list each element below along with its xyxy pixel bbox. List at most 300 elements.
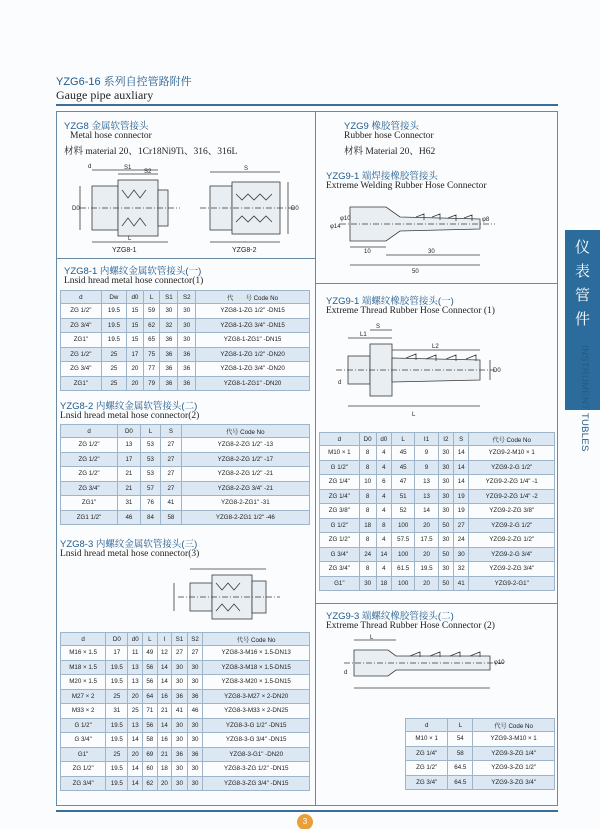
side-tab-english-text: INSTRUMENT TUBLES [579, 345, 590, 452]
yzg8-3-table [60, 632, 310, 791]
table-cell: 71 [143, 704, 158, 719]
side-tab-char-4: 件 [574, 311, 590, 328]
table-cell: YZG9-2-M10 × 1 [469, 446, 555, 461]
table-cell: 14 [454, 460, 469, 475]
table-row [61, 704, 310, 719]
table-cell: ZG1" [61, 333, 102, 348]
table-cell: 100 [391, 547, 414, 562]
table-cell: 19.5 [101, 304, 126, 319]
table-cell: M16 × 1.5 [61, 646, 106, 661]
table-cell: G1" [61, 747, 106, 762]
table-cell: 36 [172, 747, 188, 762]
table-cell: 21 [157, 747, 172, 762]
table-cell: YZG8-2-ZG 3/4" -21 [181, 481, 309, 496]
table-cell: 6 [376, 475, 391, 490]
table-cell: 53 [140, 438, 160, 453]
column-header: S2 [178, 291, 196, 304]
yzg8-title: YZG8 金属软管接头 [64, 121, 149, 132]
table-cell: 30 [438, 504, 453, 519]
yzg8-2-en: Lnsid hread metal hose connector(2) [60, 411, 200, 421]
table-cell: 50 [438, 547, 453, 562]
table-cell: G1" [320, 576, 360, 591]
table-row [61, 747, 310, 762]
table-cell: ZG 3/4" [61, 318, 102, 333]
table-cell: 46 [187, 704, 203, 719]
table-cell: ZG 1/4" [320, 489, 360, 504]
table-cell: 8 [359, 562, 376, 577]
table-cell: YZG9-2-G 1/2" [469, 518, 555, 533]
yzg9-3-dim-l: L [370, 635, 374, 641]
table-cell: 30 [359, 576, 376, 591]
table-row [61, 304, 310, 319]
table-row [406, 775, 555, 790]
table-cell: 41 [172, 704, 188, 719]
table-cell: 54 [448, 732, 473, 747]
table-cell: 27 [454, 518, 469, 533]
table-cell: G 1/2" [61, 718, 106, 733]
yzg9-1b-dim-s: S [376, 324, 381, 330]
yzg9-1-title: YZG9-1 端焊接橡胶管接头 [326, 171, 438, 182]
table-cell: G 1/2" [320, 518, 360, 533]
table-row [61, 347, 310, 362]
column-header: L [448, 719, 473, 732]
table-row [320, 475, 555, 490]
column-header: 代号 Code No [473, 719, 555, 732]
table-cell: M10 × 1 [320, 446, 360, 461]
column-divider [315, 111, 316, 806]
table-header-row [320, 433, 555, 446]
table-cell: YZG9-2-ZG 1/4" -1 [469, 475, 555, 490]
column-header: S [161, 425, 181, 438]
table-cell: 4 [376, 489, 391, 504]
table-row [61, 510, 310, 525]
side-tab-english [566, 345, 600, 455]
table-cell: M18 × 1.5 [61, 660, 106, 675]
table-cell: 8 [359, 504, 376, 519]
table-cell: 20 [128, 747, 143, 762]
yzg9-1-en: Extreme Welding Rubber Hose Connector [326, 181, 487, 191]
table-cell: YZG8-3-M18 × 1.5-DN15 [203, 660, 310, 675]
table-cell: 32 [160, 318, 178, 333]
table-cell: 19.5 [101, 333, 126, 348]
table-cell: 30 [178, 304, 196, 319]
table-cell: 65 [143, 333, 160, 348]
table-cell: 45 [391, 446, 414, 461]
table-cell: 14 [415, 504, 438, 519]
table-cell: 36 [178, 376, 196, 391]
page-title: YZG6-16 系列自控管路附件 [56, 76, 192, 88]
table-row [61, 675, 310, 690]
table-cell: 30 [172, 762, 188, 777]
table-cell: 25 [101, 376, 126, 391]
table-cell: YZG8-1-ZG 1/2" -DN15 [196, 304, 310, 319]
section-divider [315, 283, 558, 284]
table-cell: 20 [157, 776, 172, 791]
table-row [61, 718, 310, 733]
table-cell: 24 [359, 547, 376, 562]
table-cell: 30 [172, 675, 188, 690]
table-cell: 4 [376, 533, 391, 548]
column-header: D0 [106, 633, 128, 646]
table-cell: 27 [161, 438, 181, 453]
table-cell: 14 [454, 475, 469, 490]
table-cell: 100 [391, 576, 414, 591]
table-cell: ZG 1/2" [61, 438, 118, 453]
yzg8-dim-d: d [88, 164, 92, 170]
table-cell: 47 [391, 475, 414, 490]
table-cell: 17 [118, 452, 141, 467]
table-cell: 30 [172, 733, 188, 748]
table-cell: 13 [128, 660, 143, 675]
table-cell: 10 [359, 475, 376, 490]
table-row [320, 547, 555, 562]
table-cell: 19.5 [106, 718, 128, 733]
table-cell: 51 [391, 489, 414, 504]
yzg9-1b-dim-l2: L2 [432, 344, 439, 350]
yzg8-3-en: Lnsid hread metal hose connector(3) [60, 549, 200, 559]
table-cell: 27 [161, 452, 181, 467]
table-cell: 62 [143, 776, 158, 791]
table-cell: ZG1" [61, 376, 102, 391]
table-row [406, 746, 555, 761]
table-cell: ZG 3/4" [61, 362, 102, 377]
yzg9-1b-en: Extreme Thread Rubber Hose Connector (1) [326, 306, 495, 316]
table-row [61, 467, 310, 482]
table-cell: 57 [140, 481, 160, 496]
column-header: S [454, 433, 469, 446]
table-row [406, 732, 555, 747]
column-header: d [61, 425, 118, 438]
yzg8-2-dim-d0: D0 [291, 206, 299, 212]
table-cell: 8 [376, 518, 391, 533]
table-cell: ZG 1/2" [61, 762, 106, 777]
table-cell: 49 [143, 646, 158, 661]
table-row [320, 489, 555, 504]
table-cell: 30 [438, 475, 453, 490]
table-cell: 31 [118, 496, 141, 511]
table-cell: 14 [128, 733, 143, 748]
table-cell: 36 [172, 689, 188, 704]
yzg8-dim-l: L [128, 236, 132, 242]
table-cell: YZG8-3-ZG 1/2" -DN15 [203, 762, 310, 777]
table-cell: 14 [157, 660, 172, 675]
table-cell: 12 [157, 646, 172, 661]
yzg8-dim-d0: D0 [72, 206, 80, 212]
table-cell: 19 [454, 504, 469, 519]
table-cell: 30 [438, 460, 453, 475]
table-row [320, 460, 555, 475]
table-cell: 60 [143, 762, 158, 777]
table-cell: YZG8-3-M16 × 1.5-DN13 [203, 646, 310, 661]
table-cell: YZG8-2-ZG 1/2" -13 [181, 438, 309, 453]
table-cell: 20 [415, 518, 438, 533]
table-cell: YZG8-3-M33 × 2-DN25 [203, 704, 310, 719]
yzg9-title: YZG9 橡胶管接头 [344, 121, 419, 132]
table-cell: 9 [415, 446, 438, 461]
table-row [61, 733, 310, 748]
table-cell: YZG8-1-ZG1" -DN20 [196, 376, 310, 391]
column-header: 代 号 Code No [196, 291, 310, 304]
table-cell: 14 [128, 762, 143, 777]
yzg9-1b-drawing [330, 322, 510, 422]
table-cell: 14 [157, 718, 172, 733]
table-cell: 77 [143, 362, 160, 377]
table-cell: 57.5 [391, 533, 414, 548]
table-row [61, 438, 310, 453]
table-cell: 56 [143, 675, 158, 690]
table-row [61, 646, 310, 661]
table-cell: YZG8-2-ZG1" -31 [181, 496, 309, 511]
page-number: 3 [297, 814, 313, 829]
table-cell: 19 [454, 489, 469, 504]
table-cell: 27 [172, 646, 188, 661]
column-header: d [320, 433, 360, 446]
table-cell: YZG8-1-ZG 3/4" -DN15 [196, 318, 310, 333]
table-cell: YZG9-3-ZG 1/2" [473, 761, 555, 776]
yzg9-3-en: Extreme Thread Rubber Hose Connector (2) [326, 621, 495, 631]
table-cell: 24 [454, 533, 469, 548]
table-cell: YZG8-1-ZG 1/2" -DN20 [196, 347, 310, 362]
table-cell: 30 [187, 660, 203, 675]
table-cell: 36 [187, 689, 203, 704]
table-header-row [61, 633, 310, 646]
side-tab-char-1: 仪 [574, 239, 590, 256]
table-cell: 100 [391, 518, 414, 533]
table-row [61, 660, 310, 675]
yzg9-1-drawing [330, 195, 520, 275]
table-cell: 15 [127, 318, 144, 333]
table-cell: ZG 1/2" [61, 452, 118, 467]
table-cell: 20 [127, 362, 144, 377]
table-cell: YZG8-1-ZG1" -DN15 [196, 333, 310, 348]
table-cell: 21 [118, 467, 141, 482]
yzg8-1-table [60, 290, 310, 391]
column-header: L [143, 291, 160, 304]
column-header: S2 [187, 633, 203, 646]
table-row [320, 504, 555, 519]
table-cell: 32 [454, 562, 469, 577]
table-cell: 79 [143, 376, 160, 391]
table-cell: 4 [376, 460, 391, 475]
yzg9-1-dim-50: 50 [412, 269, 419, 275]
table-row [61, 452, 310, 467]
table-cell: 25 [101, 347, 126, 362]
table-row [61, 496, 310, 511]
table-row [61, 333, 310, 348]
table-cell: 13 [128, 718, 143, 733]
section-divider [56, 258, 315, 259]
table-cell: 62 [143, 318, 160, 333]
column-header: I1 [415, 433, 438, 446]
table-cell: 58 [448, 746, 473, 761]
table-cell: YZG9-2-G1" [469, 576, 555, 591]
table-cell: 41 [454, 576, 469, 591]
table-cell: 59 [143, 304, 160, 319]
yzg8-3-title: YZG8-3 内螺纹金属软管接头(三) [60, 539, 198, 550]
table-cell: 56 [143, 718, 158, 733]
table-row [61, 762, 310, 777]
table-cell: 19.5 [106, 762, 128, 777]
table-cell: G 1/2" [320, 460, 360, 475]
column-header: L [143, 633, 158, 646]
table-cell: ZG 3/4" [406, 775, 448, 790]
table-cell: 64.5 [448, 775, 473, 790]
table-cell: 14 [376, 547, 391, 562]
table-cell: 75 [143, 347, 160, 362]
table-cell: 64.5 [448, 761, 473, 776]
table-cell: YZG9-2-G 1/2" [469, 460, 555, 475]
table-cell: 30 [187, 718, 203, 733]
table-cell: 14 [454, 446, 469, 461]
table-cell: 9 [415, 460, 438, 475]
table-cell: 8 [359, 460, 376, 475]
table-row [320, 562, 555, 577]
yzg9-3-drawing [340, 634, 520, 696]
table-cell: YZG8-3-G 3/4" -DN15 [203, 733, 310, 748]
yzg9-3-dim-d: d [344, 670, 348, 676]
table-cell: 19.5 [106, 776, 128, 791]
table-header-row [61, 425, 310, 438]
table-cell: 4 [376, 562, 391, 577]
table-cell: 20 [415, 576, 438, 591]
yzg9-1b-dim-l1: L1 [360, 332, 367, 338]
table-cell: 19.5 [106, 733, 128, 748]
yzg9-1-dim-phi10: φ10 [340, 216, 351, 222]
table-cell: 14 [157, 675, 172, 690]
table-row [61, 776, 310, 791]
yzg9-1b-dim-l: L [412, 412, 416, 418]
table-cell: 30 [172, 660, 188, 675]
table-cell: YZG8-1-ZG 3/4" -DN20 [196, 362, 310, 377]
header-rule [56, 104, 558, 106]
table-cell: 13 [128, 675, 143, 690]
table-cell: YZG9-2-ZG 1/2" [469, 533, 555, 548]
table-cell: M20 × 1.5 [61, 675, 106, 690]
table-cell: 16 [157, 733, 172, 748]
table-cell: 21 [157, 704, 172, 719]
table-cell: 61.5 [391, 562, 414, 577]
yzg9-1b-dim-d0: D0 [493, 368, 501, 374]
table-cell: 36 [178, 362, 196, 377]
table-row [320, 446, 555, 461]
table-row [320, 576, 555, 591]
column-header: 代号 Code No [469, 433, 555, 446]
table-cell: 19.5 [106, 675, 128, 690]
table-cell: YZG8-3-G1" -DN20 [203, 747, 310, 762]
yzg8-2-title: YZG8-2 内螺纹金属软管接头(二) [60, 401, 198, 412]
yzg9-1b-title: YZG9-1 端螺纹橡胶管接头(一) [326, 296, 454, 307]
yzg8-2-table [60, 424, 310, 525]
yzg9-3-dim-phi10: φ10 [494, 660, 505, 666]
table-cell: 30 [187, 762, 203, 777]
table-cell: ZG 1/2" [320, 533, 360, 548]
table-cell: 36 [187, 747, 203, 762]
table-cell: 30 [438, 446, 453, 461]
table-cell: 36 [160, 362, 178, 377]
table-cell: ZG 3/4" [61, 776, 106, 791]
column-header: d0 [128, 633, 143, 646]
yzg9-3-table [405, 718, 555, 790]
table-cell: 20 [127, 376, 144, 391]
table-cell: 30 [187, 675, 203, 690]
table-cell: 84 [140, 510, 160, 525]
table-cell: M10 × 1 [406, 732, 448, 747]
table-row [320, 533, 555, 548]
yzg9-en: Rubber hose Connector [344, 131, 434, 141]
yzg9-1-dim-phi8: φ8 [482, 217, 490, 223]
table-cell: 13 [415, 489, 438, 504]
yzg8-3-drawing [170, 565, 310, 625]
table-cell: 17 [106, 646, 128, 661]
table-cell: 30 [438, 489, 453, 504]
table-cell: 30 [178, 318, 196, 333]
table-cell: 13 [415, 475, 438, 490]
table-cell: ZG1 1/2" [61, 510, 118, 525]
yzg8-1-caption: YZG8-1 [112, 247, 137, 254]
yzg8-material: 材料 material 20、1Cr18Ni9Ti、316、316L [64, 147, 238, 157]
table-cell: YZG9-3-ZG 3/4" [473, 775, 555, 790]
column-header: S1 [172, 633, 188, 646]
column-header: d0 [127, 291, 144, 304]
yzg8-drawings [60, 160, 310, 255]
yzg8-2-caption: YZG8-2 [232, 247, 257, 254]
column-header: d [61, 291, 102, 304]
column-header: 代号 Code No [181, 425, 309, 438]
column-header: L [391, 433, 414, 446]
table-cell: 53 [140, 452, 160, 467]
table-cell: 36 [160, 376, 178, 391]
yzg9-1-dim-30: 30 [428, 249, 435, 255]
table-cell: YZG8-2-ZG 1/2" -21 [181, 467, 309, 482]
table-cell: ZG 3/4" [320, 562, 360, 577]
table-cell: 76 [140, 496, 160, 511]
table-cell: M27 × 2 [61, 689, 106, 704]
table-cell: 46 [118, 510, 141, 525]
table-cell: G 3/4" [61, 733, 106, 748]
column-header: D0 [118, 425, 141, 438]
table-cell: 30 [187, 776, 203, 791]
table-cell: 58 [161, 510, 181, 525]
column-header: 代号 Code No [203, 633, 310, 646]
table-cell: YZG9-3-M10 × 1 [473, 732, 555, 747]
table-cell: ZG 3/4" [61, 481, 118, 496]
table-cell: 4 [376, 504, 391, 519]
column-header: Dw [101, 291, 126, 304]
yzg8-1-title: YZG8-1 内螺纹金属软管接头(一) [64, 266, 202, 277]
table-row [320, 518, 555, 533]
table-cell: 30 [172, 718, 188, 733]
table-cell: 25 [101, 362, 126, 377]
table-cell: M33 × 2 [61, 704, 106, 719]
footer-rule [56, 810, 558, 812]
table-cell: 20 [128, 689, 143, 704]
table-cell: 27 [161, 481, 181, 496]
table-cell: 15 [127, 333, 144, 348]
table-cell: 11 [128, 646, 143, 661]
table-cell: 8 [359, 446, 376, 461]
table-cell: YZG8-3-ZG 3/4" -DN15 [203, 776, 310, 791]
yzg8-en: Metal hose connector [70, 131, 152, 141]
table-row [61, 376, 310, 391]
table-row [61, 689, 310, 704]
table-cell: 69 [143, 747, 158, 762]
yzg8-1-en: Lnsid hread metal hose connector(1) [64, 276, 204, 286]
table-cell: 19.5 [101, 318, 126, 333]
side-tab-char-3: 管 [574, 287, 590, 304]
table-cell: 21 [118, 481, 141, 496]
table-cell: 20 [415, 547, 438, 562]
column-header: d [61, 633, 106, 646]
